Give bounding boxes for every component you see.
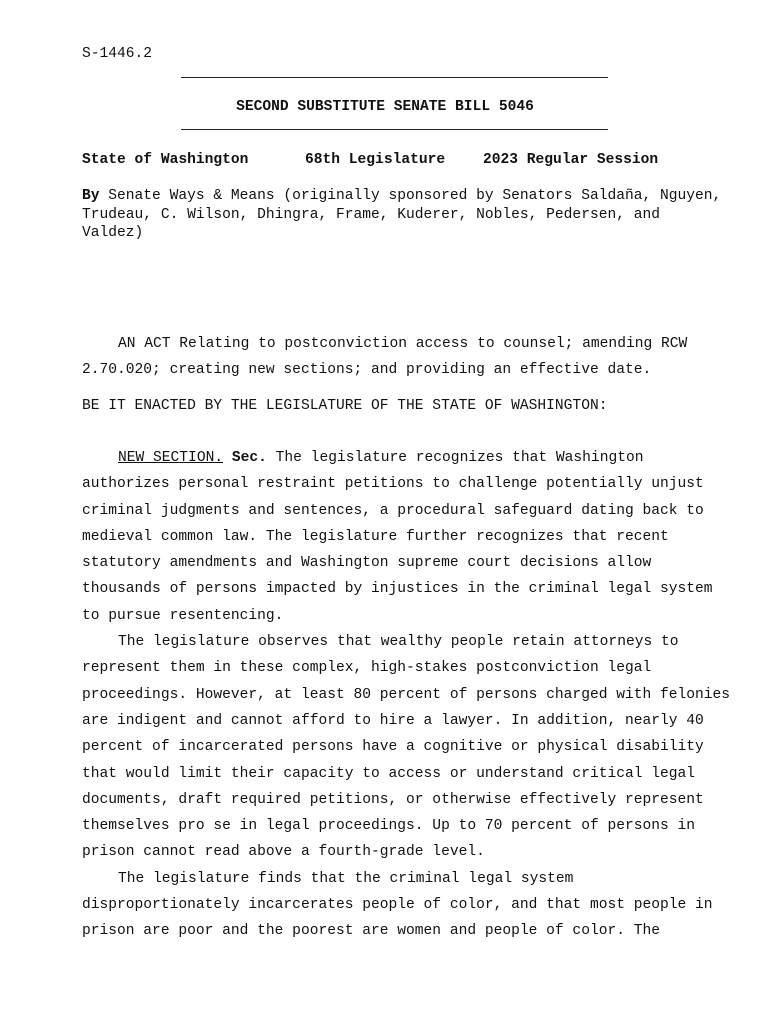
sponsors [82,187,722,243]
section-paragraph-3: The legislature finds that the criminal legal system disproportionately incarcerates people of color, and that most people in prison are poor and the poorest are women and people of color. The [82,870,713,940]
header-state: State of Washington [82,152,249,168]
sponsors-text: Senate Ways & Means (originally sponsored by Senators Saldaña, Nguyen, Trudeau, C. Wilson, Dhingra, Frame, Kuderer, Nobles, Pedersen, and Valdez) [82,188,722,241]
section-paragraph-1 [82,445,732,629]
bill-title: SECOND SUBSTITUTE SENATE BILL 5046 [236,99,534,115]
bill-id: S-1446.2 [82,46,153,62]
header-session: 2023 Regular Session [483,152,659,168]
sponsors-by-label: By [82,188,100,204]
title-rule-top [181,77,608,78]
section-body [82,445,732,945]
section-paragraph-2: The legislature observes that wealthy people retain attorneys to represent them in these complex, high-stakes postconviction legal proceedings. However, at least 80 percent of persons charged with felonies are indigent and cannot afford to hire a lawyer. In addition, nearly 40 percent of incarcerated persons have a cognitive or physical disability that would limit their capacity to access or understand critical legal documents, draft required petitions, or otherwise effectively represent themselves pro se in legal proceedings. Up to 70 percent of persons in prison cannot read above a fourth-grade level. [82,634,731,861]
title-rule-bottom [181,129,608,130]
enacting-clause: BE IT ENACTED BY THE LEGISLATURE OF THE STATE OF WASHINGTON: [82,398,608,414]
new-section-label: NEW SECTION. [118,450,224,466]
header-legislature: 68th Legislature [305,152,446,168]
sec-label: Sec. [231,450,267,466]
act-title: AN ACT Relating to postconviction access to counsel; amending RCW 2.70.020; creating new sections; and providing an effective date. [82,336,688,379]
paragraph-text: The legislature recognizes that Washington authorizes personal restraint petitions to challenge potentially unjust criminal judgments and sentences, a procedural safeguard dating back to medieval common law. The legislature further recognizes that recent statutory amendments and Washington supreme court decisions allow thousands of persons impacted by injustices in the criminal legal system to pursue resentencing. [82,450,713,624]
